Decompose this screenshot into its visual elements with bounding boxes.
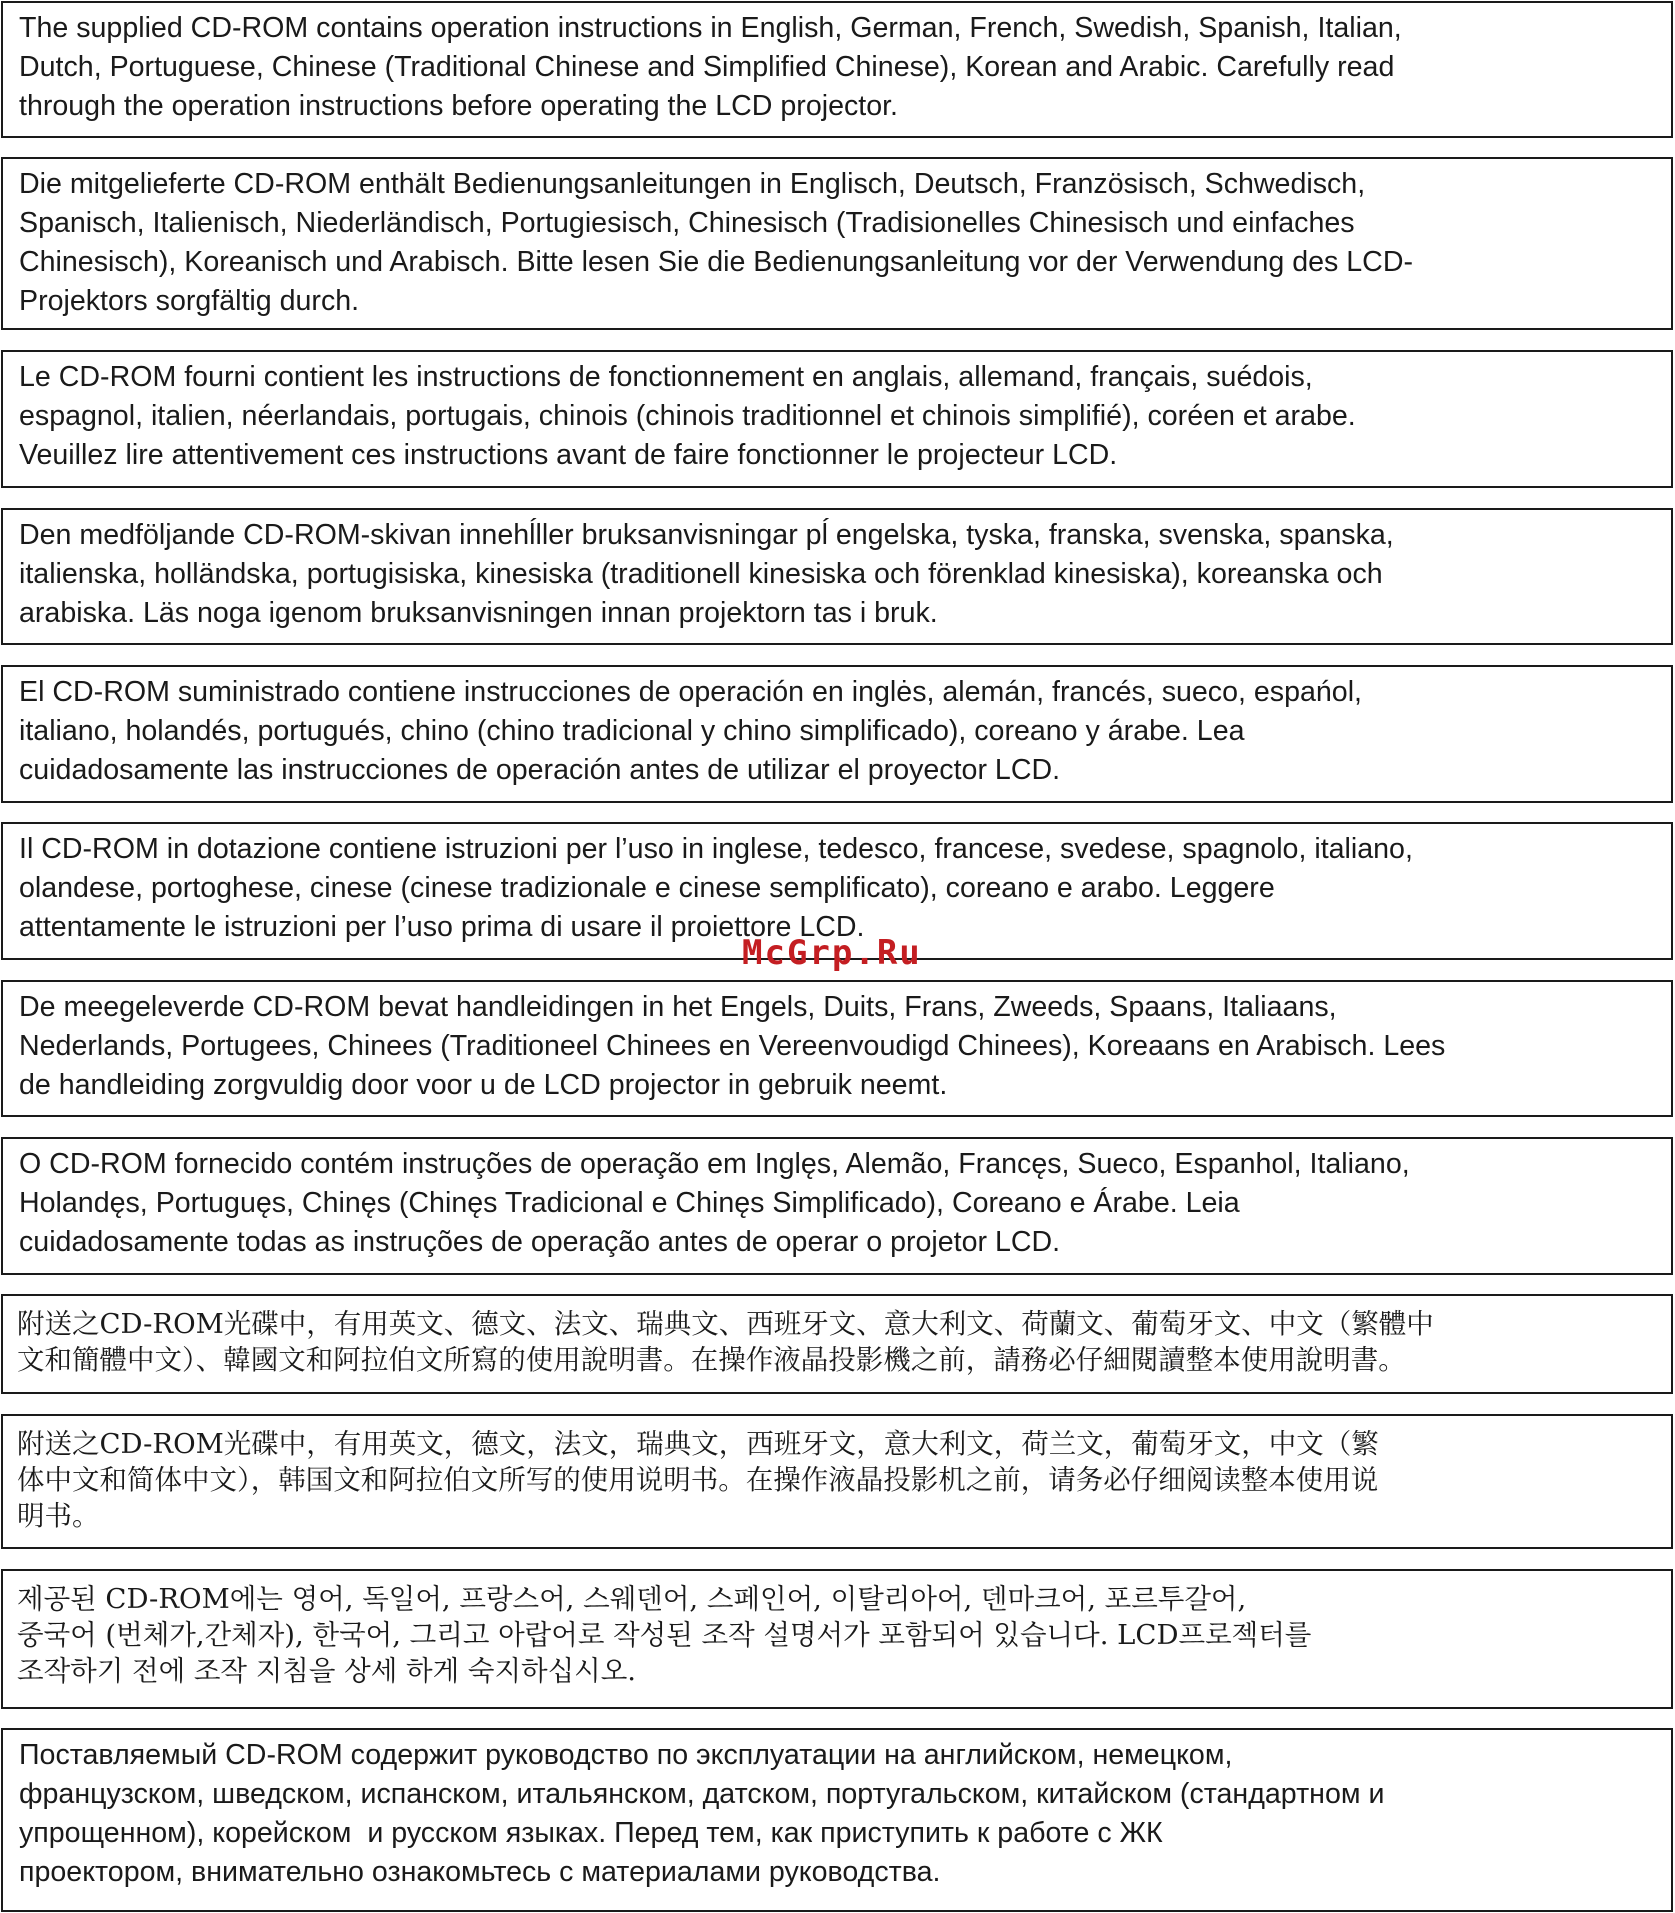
- paragraph-korean: 제공된 CD-ROM에는 영어, 독일어, 프랑스어, 스웨덴어, 스페인어, 이탈리아어, 덴마크어, 포르투갈어, 중국어 (번체가,간체자), 한국어, 그리고 아랍어로 작성된 조작 설명서가 포함되어 있습니다. LCD프로젝터를 조작하기 전에 조작 지침을 상세 하게 숙지하십시오.: [1, 1569, 1673, 1709]
- paragraph-russian: Поставляемый CD-ROM содержит руководство по эксплуатации на английском, немецком, французском, шведском, испанском, итальянском, датском, португальском, китайском (стандартном и упрощенном), корейском и русском языках. Перед тем, как приступить к работе с ЖК проектором, внимательно ознакомьтесь с материалами руководства.: [1, 1728, 1673, 1912]
- paragraph-german: Die mitgelieferte CD-ROM enthält Bedienungsanleitungen in Englisch, Deutsch, Französisch, Schwedisch, Spanisch, Italienisch, Niederländisch, Portugiesisch, Chinesisch (Tradisionelles Chinesisch und einfaches Chinesisch), Koreanisch und Arabisch. Bitte lesen Sie die Bedienungsanleitung vor der Verwendung des LCD- Projektors sorgfältig durch.: [1, 157, 1673, 330]
- paragraph-english: The supplied CD-ROM contains operation instructions in English, German, French, Swedish, Spanish, Italian, Dutch, Portuguese, Chinese (Traditional Chinese and Simplified Chinese), Korean and Arabic. Carefully read through the operation instructions before operating the LCD projector.: [1, 1, 1673, 138]
- paragraph-swedish: Den medföljande CD-ROM-skivan innehĺller bruksanvisningar pĺ engelska, tyska, franska, svenska, spanska, italienska, holländska, portugisiska, kinesiska (traditionell kinesiska och förenklad kinesiska), koreanska och arabiska. Läs noga igenom bruksanvisningen innan projektorn tas i bruk.: [1, 508, 1673, 645]
- paragraph-dutch: De meegeleverde CD-ROM bevat handleidingen in het Engels, Duits, Frans, Zweeds, Spaans, Italiaans, Nederlands, Portugees, Chinees (Traditioneel Chinees en Vereenvoudigd Chinees), Koreaans en Arabisch. Lees de handleiding zorgvuldig door voor u de LCD projector in gebruik neemt.: [1, 980, 1673, 1117]
- paragraph-italian: Il CD-ROM in dotazione contiene istruzioni per l’uso in inglese, tedesco, francese, svedese, spagnolo, italiano, olandese, portoghese, cinese (cinese tradizionale e cinese semplificato), coreano e arabo. Leggere attentamente le istruzioni per l’uso prima di usare il proiettore LCD.: [1, 822, 1673, 960]
- paragraph-french: Le CD-ROM fourni contient les instructions de fonctionnement en anglais, allemand, français, suédois, espagnol, italien, néerlandais, portugais, chinois (chinois traditionnel et chinois simplifié), coréen et arabe. Veuillez lire attentivement ces instructions avant de faire fonctionner le projecteur LCD.: [1, 350, 1673, 488]
- watermark-text: McGrp.Ru: [742, 933, 922, 973]
- paragraph-simplified-chinese: 附送之CD-ROM光碟中，有用英文，德文，法文，瑞典文，西班牙文，意大利文，荷兰文，葡萄牙文，中文（繁 体中文和简体中文），韩国文和阿拉伯文所写的使用说明书。在操作液晶投影机之前，请务必仔细阅读整本使用说 明书。: [1, 1414, 1673, 1549]
- paragraph-traditional-chinese: 附送之CD-ROM光碟中，有用英文、德文、法文、瑞典文、西班牙文、意大利文、荷蘭文、葡萄牙文、中文（繁體中 文和簡體中文）、韓國文和阿拉伯文所寫的使用說明書。在操作液晶投影機之前，請務必仔細閱讀整本使用說明書。: [1, 1294, 1673, 1394]
- paragraph-portuguese: O CD-ROM fornecido contém instruções de operação em Inglęs, Alemão, Francęs, Sueco, Espanhol, Italiano, Holandęs, Portuguęs, Chinęs (Chinęs Tradicional e Chinęs Simplificado), Coreano e Árabe. Leia cuidadosamente todas as instruções de operação antes de operar o projetor LCD.: [1, 1137, 1673, 1275]
- paragraph-spanish: El CD-ROM suministrado contiene instrucciones de operación en inglės, alemán, francés, sueco, espańol, italiano, holandés, portugués, chino (chino tradicional y chino simplificado), coreano y árabe. Lea cuidadosamente las instrucciones de operación antes de utilizar el proyector LCD.: [1, 665, 1673, 803]
